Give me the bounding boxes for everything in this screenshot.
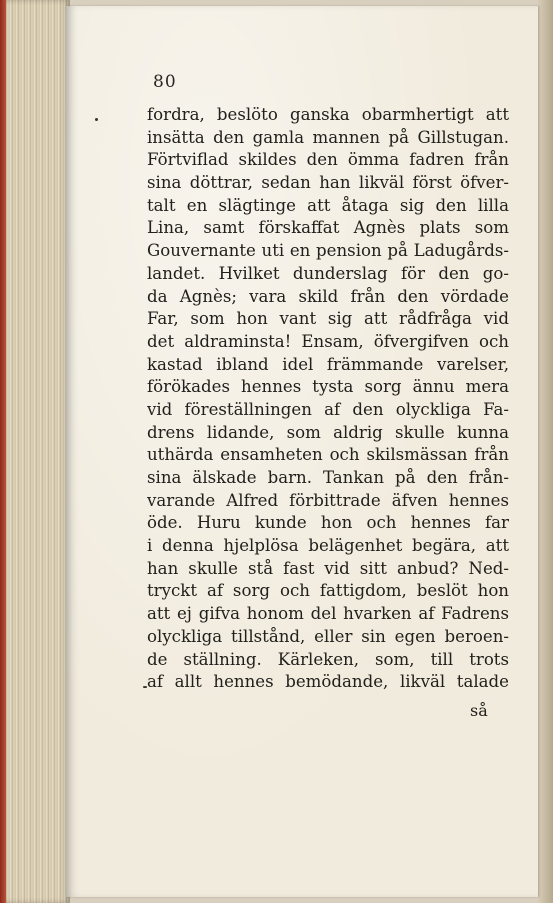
text-line: sina döttrar, sedan han likväl först öfver- <box>147 173 509 193</box>
text-line: öde. Huru kunde hon och hennes far <box>147 513 509 533</box>
text-line: insätta den gamla mannen på Gillstugan. <box>147 127 509 147</box>
text-line: vid föreställningen af den olyckliga Fa- <box>147 399 509 419</box>
text-line: Gouvernante uti en pension på Ladugårds- <box>147 241 509 261</box>
body-text <box>147 104 509 694</box>
book-page <box>66 6 538 897</box>
right-margin-edge <box>538 0 553 903</box>
text-line: tryckt af sorg och fattigdom, beslöt hon <box>147 581 509 601</box>
text-line: Far, som hon vant sig att rådfråga vid <box>147 309 509 329</box>
text-line: att ej gifva honom del hvarken af Fadrens <box>147 604 509 624</box>
text-line: Förtviflad skildes den ömma fadren från <box>147 150 509 170</box>
book-page-edges <box>0 0 70 903</box>
text-line: drens lidande, som aldrig skulle kunna <box>147 422 509 442</box>
ink-speck <box>143 686 147 688</box>
catchword: så <box>470 701 488 720</box>
text-line: varande Alfred förbittrade äfven hennes <box>147 490 509 510</box>
text-line: de ställning. Kärleken, som, till trots <box>147 649 509 669</box>
text-line: förökades hennes tysta sorg ännu mera <box>147 377 509 397</box>
text-line: Lina, samt förskaffat Agnès plats som <box>147 218 509 238</box>
text-line: det aldraminsta! Ensam, öfvergifven och <box>147 331 509 351</box>
text-line: uthärda ensamheten och skilsmässan från <box>147 445 509 465</box>
text-line: han skulle stå fast vid sitt anbud? Ned- <box>147 558 509 578</box>
text-line: talt en slägtinge att åtaga sig den lilla <box>147 195 509 215</box>
red-page-edge <box>0 0 6 903</box>
text-line: af allt hennes bemödande, likväl talade <box>147 672 509 692</box>
text-line: landet. Hvilket dunderslag för den go- <box>147 263 509 283</box>
text-line: sina älskade barn. Tankan på den från- <box>147 468 509 487</box>
text-line: kastad ibland idel främmande varelser, <box>147 354 509 374</box>
text-line: da Agnès; vara skild från den vördade <box>147 286 509 306</box>
text-line: i denna hjelplösa belägenhet begära, att <box>147 536 509 556</box>
page-number: 80 <box>153 72 177 92</box>
ink-speck <box>95 118 98 121</box>
text-line: fordra, beslöto ganska obarmhertigt att <box>147 105 509 124</box>
text-line: olyckliga tillstånd, eller sin egen beroen- <box>147 626 509 646</box>
